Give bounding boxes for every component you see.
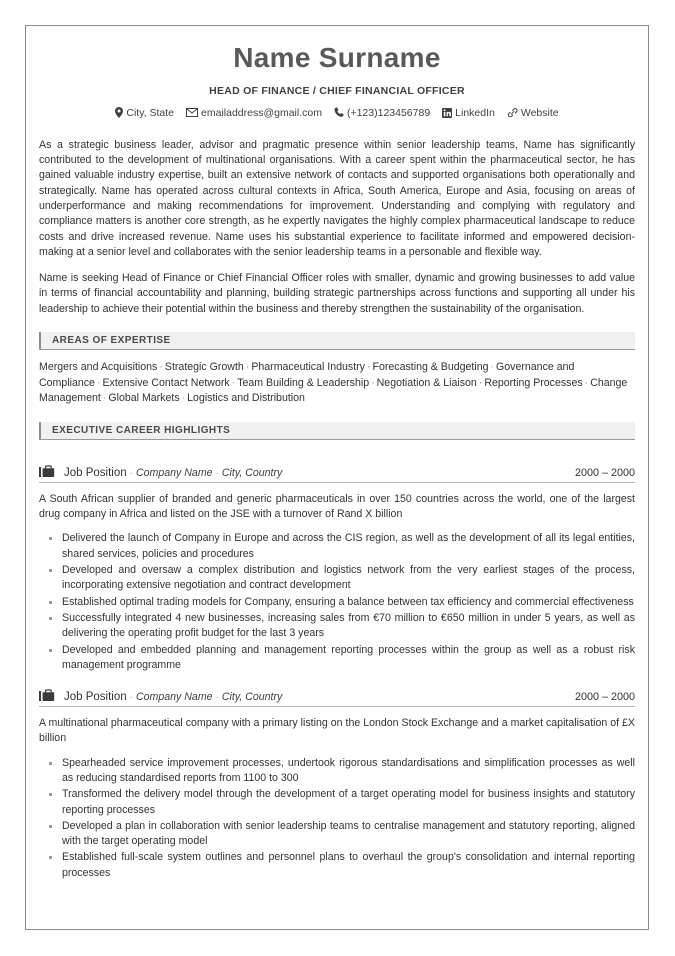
expertise-item: Change Management (39, 376, 628, 405)
job-separator: · (129, 692, 133, 704)
link-icon (507, 108, 518, 118)
expertise-separator: · (231, 376, 236, 389)
job-location: City, Country (221, 466, 283, 479)
resume-content (26, 26, 648, 881)
job-entry (39, 687, 635, 881)
section-header-expertise (39, 332, 635, 350)
job-position: Job Position (64, 691, 127, 704)
contact-item-link[interactable] (507, 107, 559, 119)
job-header (39, 687, 635, 707)
profile-paragraph-1: As a strategic business leader, advisor and pragmatic presence within senior leadership teams, Name has significantly contributed to the development of multinational organisations. With a career spent within the pharmaceutical sector, he has gained valuable industry expertise, built an extensive network of contacts and supported organisations both operationally and strategically. Name has operated across cultural contexts in Africa, South America, Europe and Asia, focusing on areas of underperformance and making recommendations for improvement. Understanding and complying with regulatory and compliance matters is another core strength, as he expertly navigates the highly complex pharmaceutical landscape to reduce costs and drive increased revenue. Name uses his substantial experience to facilitate informed and empowered decision-making at a senior level and collaborates with the senior leadership teams in a personable and flexible way. (39, 138, 635, 258)
job-bullet (39, 756, 635, 787)
candidate-job-title: HEAD OF FINANCE / CHIEF FINANCIAL OFFICER (209, 84, 465, 97)
contact-text: LinkedIn (455, 106, 495, 119)
contact-item-phone[interactable] (334, 107, 430, 119)
bullet-marker-icon (49, 601, 52, 604)
expertise-separator: · (181, 392, 186, 405)
job-dates: 2000 – 2000 (574, 466, 635, 479)
job-bullet-list (39, 531, 635, 673)
contact-text: City, State (126, 106, 175, 119)
career-body (39, 440, 635, 881)
job-bullet (39, 819, 635, 850)
expertise-separator: · (478, 376, 483, 389)
expertise-list (39, 360, 635, 407)
contact-item-linkedin[interactable] (442, 107, 495, 119)
job-summary: A South African supplier of branded and generic pharmaceuticals in over 150 countries across the world, one of the largest drug company in Africa and listed on the JSE with a turnover of Rand X billion (39, 492, 635, 521)
job-bullet (39, 850, 635, 881)
job-bullet-text: Established optimal trading models for Company, ensuring a balance between tax efficiency and commercial effectiveness (62, 595, 634, 608)
job-bullet (39, 563, 635, 594)
expertise-item: Extensive Contact Network (102, 376, 230, 389)
section-accent-bar (39, 422, 41, 439)
bullet-marker-icon (49, 762, 52, 765)
contact-text: emailaddress@gmail.com (201, 106, 322, 119)
expertise-separator: · (96, 376, 101, 389)
bullet-marker-icon (49, 793, 52, 796)
section-title-career: EXECUTIVE CAREER HIGHLIGHTS (52, 424, 231, 436)
expertise-item: Negotiation & Liaison (376, 376, 477, 389)
linkedin-icon (442, 108, 452, 118)
expertise-item: Mergers and Acquisitions (39, 361, 158, 374)
job-bullet (39, 595, 635, 610)
job-bullet-text: Developed a plan in collaboration with senior leadership teams to centralise management and statutory reporting, aligned with the target operating model (62, 819, 635, 848)
job-separator: · (129, 467, 133, 479)
job-header (39, 463, 635, 483)
bullet-marker-icon (49, 649, 52, 652)
resume-page (25, 25, 649, 930)
expertise-separator: · (245, 361, 250, 374)
job-bullet (39, 787, 635, 818)
job-bullet (39, 611, 635, 642)
job-title-line (64, 467, 565, 479)
expertise-separator: · (584, 376, 589, 389)
expertise-item: Global Markets (108, 392, 180, 405)
job-bullet-text: Developed and oversaw a complex distribution and logistics network from the very earliest stages of the process, incorporating extensive negotiation and contract development (62, 564, 635, 592)
job-bullet (39, 643, 635, 674)
job-separator: · (215, 692, 219, 704)
profile-paragraph-2: Name is seeking Head of Finance or Chief Financial Officer roles with smaller, dynamic and growing businesses to add value in terms of financial accountability and planning, building strategic partnerships across functions and supporting all under his leadership to achieve their potential within the business and thereby strengthen the sustainability of the organisation. (39, 272, 635, 315)
job-company: Company Name (136, 691, 213, 704)
expertise-item: Forecasting & Budgeting (372, 361, 489, 374)
job-title-line (64, 691, 565, 703)
expertise-separator: · (490, 361, 495, 374)
phone-icon (334, 107, 344, 118)
job-position: Job Position (64, 466, 127, 479)
briefcase-icon (39, 465, 55, 478)
expertise-item: Logistics and Distribution (187, 392, 305, 405)
contact-text: Website (520, 106, 559, 119)
section-accent-bar (39, 332, 41, 349)
expertise-separator: · (159, 361, 163, 374)
bullet-marker-icon (49, 825, 52, 828)
candidate-name: Name Surname (233, 42, 441, 73)
job-bullet (39, 531, 635, 562)
expertise-item: Team Building & Leadership (237, 376, 370, 389)
contact-row (39, 107, 635, 119)
expertise-separator: · (366, 361, 371, 374)
expertise-separator: · (371, 376, 375, 389)
bullet-marker-icon (49, 617, 52, 620)
job-bullet-list (39, 756, 635, 881)
expertise-item: Governance and Compliance (39, 361, 575, 389)
job-entry (39, 463, 635, 673)
expertise-item: Pharmaceutical Industry (251, 361, 365, 374)
contact-text: (+123)123456789 (346, 106, 431, 119)
job-company: Company Name (136, 466, 213, 479)
expertise-body (39, 350, 635, 407)
job-bullet-text: Developed and embedded planning and management reporting processes within the group as well as a robust risk management programme (62, 643, 635, 671)
briefcase-icon (39, 689, 55, 702)
job-bullet-text: Delivered the launch of Company in Europe and across the CIS region, as well as the development of all its legal entities, shared services, policies and procedures (62, 532, 635, 560)
bullet-marker-icon (49, 537, 52, 540)
contact-item-envelope[interactable] (186, 107, 322, 119)
profile-section (39, 138, 635, 317)
expertise-separator: · (102, 392, 107, 405)
contact-item-location-pin[interactable] (115, 107, 174, 119)
expertise-item: Reporting Processes (484, 376, 583, 389)
job-bullet-text: Spearheaded service improvement processes, undertook rigorous standardisations and simplification processes as well as reducing standardised reports from 1100 to 300 (62, 756, 635, 784)
section-title-expertise: AREAS OF EXPERTISE (52, 335, 171, 347)
bullet-marker-icon (49, 856, 52, 859)
job-location: City, Country (221, 691, 283, 704)
job-dates: 2000 – 2000 (574, 691, 635, 704)
envelope-icon (186, 108, 198, 117)
job-bullet-text: Transformed the delivery model through the development of a target operating model for business insights and statutory reporting processes (62, 788, 635, 816)
job-summary: A multinational pharmaceutical company with a primary listing on the London Stock Exchange and a market capitalisation of £X billion (39, 717, 635, 745)
job-separator: · (215, 467, 219, 479)
job-bullet-text: Successfully integrated 4 new businesses, increasing sales from €70 million to €650 million in under 5 years, as well as delivering the operating profit budget for the last 3 years (62, 611, 635, 640)
expertise-item: Strategic Growth (164, 361, 244, 374)
resume-header (39, 26, 635, 119)
bullet-marker-icon (49, 569, 52, 572)
job-bullet-text: Established full-scale system outlines and personnel plans to overhaul the group's consolidation and internal reporting processes (62, 851, 635, 879)
section-header-career (39, 422, 635, 440)
location-pin-icon (115, 107, 123, 118)
